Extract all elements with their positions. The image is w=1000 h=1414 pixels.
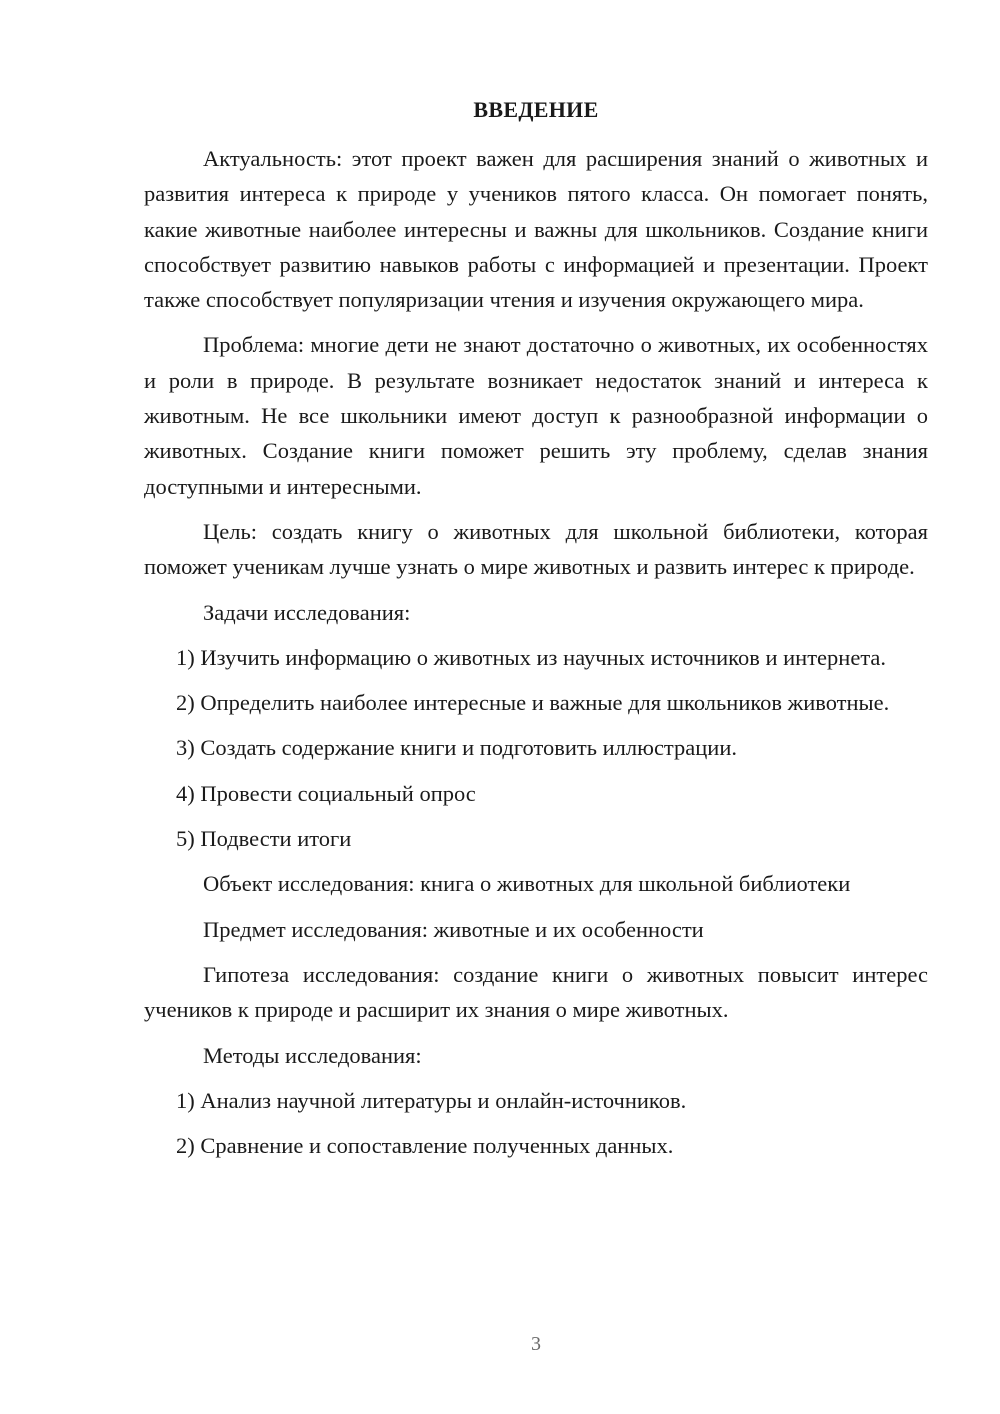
task-item-2: 2) Определить наиболее интересные и важные для школьников животные. <box>176 690 890 716</box>
relevance-paragraph: Актуальность: этот проект важен для расширения знаний о животных и развития интереса к природе у учеников пятого класса. Он помогает понять, какие животные наиболее интересны и важны для школьников. Создание книги способствует развитию навыков работы с информацией и презентации. Проект также способствует популяризации чтения и изучения окружающего мира. <box>144 146 928 313</box>
problem-paragraph: Проблема: многие дети не знают достаточно о животных, их особенностях и роли в природе. В результате возникает недостаток знаний и интереса к животным. Не все школьники имеют доступ к разнообразной информации о животных. Создание книги поможет решить эту проблему, сделав знания доступными и интересными. <box>144 332 928 499</box>
method-item-1: 1) Анализ научной литературы и онлайн-источников. <box>176 1087 687 1113</box>
method-item-2: 2) Сравнение и сопоставление полученных данных. <box>176 1133 674 1159</box>
page-number: 3 <box>531 1333 541 1355</box>
subject-paragraph: Предмет исследования: животные и их особенности <box>203 916 704 942</box>
document-page <box>144 95 928 1173</box>
goal-paragraph: Цель: создать книгу о животных для школьной библиотеки, которая поможет ученикам лучше узнать о мире животных и развить интерес к природе. <box>144 518 928 580</box>
task-item-3: 3) Создать содержание книги и подготовить иллюстрации. <box>176 735 738 761</box>
object-paragraph: Объект исследования: книга о животных для школьной библиотеки <box>203 871 851 897</box>
task-item-4: 4) Провести социальный опрос <box>176 780 476 806</box>
section-title: ВВЕДЕНИЕ <box>473 97 599 122</box>
methods-heading: Методы исследования: <box>203 1042 422 1068</box>
tasks-heading: Задачи исследования: <box>203 599 411 625</box>
task-item-1: 1) Изучить информацию о животных из научных источников и интернета. <box>176 644 887 670</box>
hypothesis-paragraph: Гипотеза исследования: создание книги о животных повысит интерес учеников к природе и расширит их знания о мире животных. <box>144 961 928 1023</box>
task-item-5: 5) Подвести итоги <box>176 826 352 852</box>
